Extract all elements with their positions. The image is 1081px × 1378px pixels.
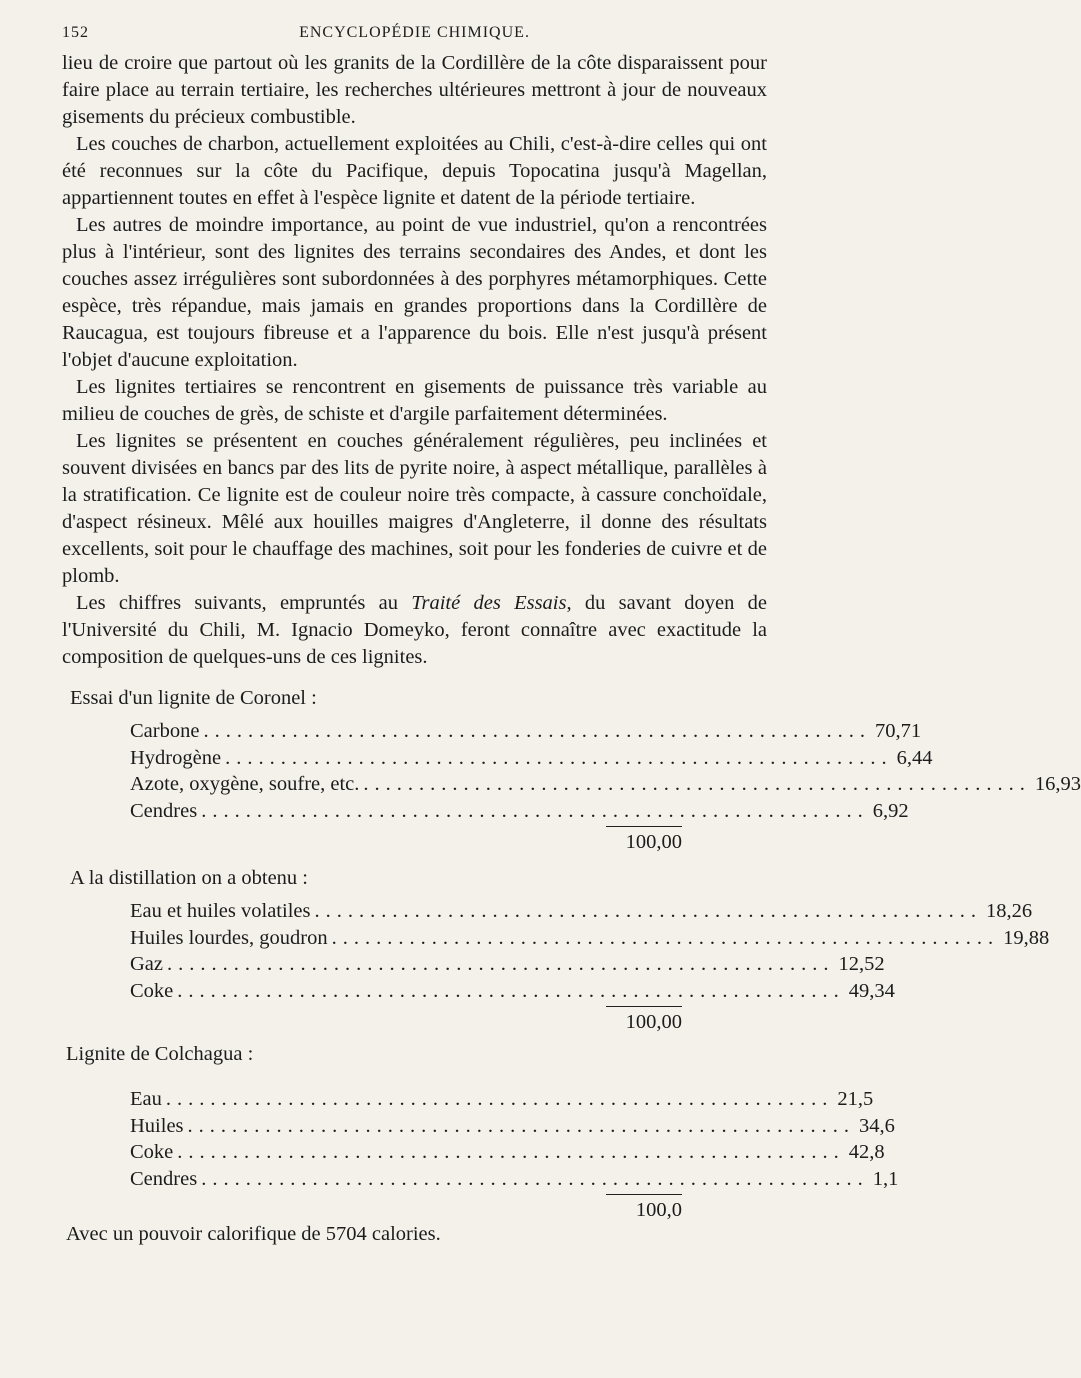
row-label: Eau <box>130 1088 162 1110</box>
table-row <box>130 1166 899 1193</box>
table-row <box>130 1086 874 1113</box>
row-label: Hydrogène <box>130 746 222 769</box>
leader-dots: ............................................................ <box>225 746 893 769</box>
row-value: 19,88 <box>1003 926 1050 949</box>
row-label: Carbone <box>130 720 200 742</box>
table-row <box>130 745 933 772</box>
row-label: Gaz <box>130 953 164 975</box>
paragraph-4: Les lignites tertiaires se rencontrent en gisements de puissance très variable au milieu de couches de grès, de schiste et d'argile parfaitement déterminées. <box>62 376 767 425</box>
table-row <box>130 951 885 978</box>
row-label: Cendres <box>130 1167 198 1190</box>
essay-3-title: Lignite de Colchagua : <box>66 1043 254 1065</box>
row-value: 1,1 <box>872 1167 899 1190</box>
leader-dots: ............................................................ <box>201 1167 869 1190</box>
row-label: Coke <box>130 1141 174 1163</box>
table-row <box>130 771 1081 798</box>
essay-2-title: A la distillation on a obtenu : <box>70 867 309 889</box>
row-label: Cendres <box>130 799 198 822</box>
row-label: Azote, oxygène, soufre, etc. <box>130 773 360 795</box>
leader-dots: ............................................................ <box>203 720 871 742</box>
row-label: Huiles <box>130 1114 184 1137</box>
row-label: Eau et huiles volatiles <box>130 900 311 922</box>
row-value: 49,34 <box>848 979 895 1002</box>
leader-dots: ............................................................ <box>167 953 835 975</box>
row-label: Coke <box>130 979 174 1002</box>
row-value: 21,5 <box>837 1088 874 1110</box>
table-row <box>130 898 1033 925</box>
running-title: ENCYCLOPÉDIE CHIMIQUE. <box>299 24 530 41</box>
essay-3-table <box>130 1086 899 1192</box>
table-row <box>130 978 895 1005</box>
leader-dots: ............................................................ <box>363 773 1031 795</box>
essay-1-table <box>130 718 1081 824</box>
row-value: 42,8 <box>848 1141 885 1163</box>
para6-text-b: , du savant doyen de l'Université du Chili, M. Ignacio Domeyko, feront connaître avec exactitude la composition de quelques-uns de ces lignites. <box>62 592 767 668</box>
leader-dots: ............................................................ <box>187 1114 856 1137</box>
paragraph-1: lieu de croire que partout où les granits de la Cordillère de la côte disparaissent pour faire place au terrain tertiaire, les recherches ultérieures mettront à jour de nouveaux gisements du précieux combustible. <box>62 52 767 128</box>
paragraph-5: Les lignites se présentent en couches généralement régulières, peu inclinées et souvent divisées en bancs par des lits de pyrite noire, à aspect métallique, parallèles à la stratification. Ce lignite est de couleur noire très compacte, à cassure conchoïdale, d'aspect résineux. Mêlé aux houilles maigres d'Angleterre, il donne des résultats excellents, soit pour le chauffage des machines, soit pour les fonderies de cuivre et de plomb. <box>62 430 767 587</box>
essay-1-title: Essai d'un lignite de Coronel : <box>70 687 317 709</box>
essay-2-total: 100,00 <box>606 1006 682 1037</box>
page-number: 152 <box>62 24 89 41</box>
row-value: 16,93 <box>1034 773 1081 795</box>
leader-dots: ............................................................ <box>177 979 845 1002</box>
paragraph-6 <box>62 590 767 671</box>
row-value: 70,71 <box>874 720 922 742</box>
row-value: 6,92 <box>872 799 909 822</box>
table-row <box>130 925 1050 952</box>
row-label: Huiles lourdes, goudron <box>130 926 328 949</box>
leader-dots: ............................................................ <box>177 1141 845 1163</box>
leader-dots: ............................................................ <box>314 900 982 922</box>
essay-3-total: 100,0 <box>606 1194 682 1225</box>
row-value: 34,6 <box>859 1114 895 1137</box>
calorific-note: Avec un pouvoir calorifique de 5704 calories. <box>66 1223 441 1245</box>
row-value: 18,26 <box>985 900 1033 922</box>
leader-dots: ............................................................ <box>331 926 1000 949</box>
paragraph-3: Les autres de moindre importance, au point de vue industriel, qu'on a rencontrées plus à l'intérieur, sont des lignites des terrains secondaires des Andes, et dont les couches assez irrégulières sont subordonnées à des porphyres métamorphiques. Cette espèce, très répandue, mais jamais en grandes proportions dans la Cordillère de Raucagua, est toujours fibreuse et a l'apparence du bois. Elle n'est jusqu'à présent l'objet d'aucune exploitation. <box>62 214 767 371</box>
table-row <box>130 1113 895 1140</box>
row-value: 12,52 <box>838 953 885 975</box>
leader-dots: ............................................................ <box>165 1088 834 1110</box>
row-value: 6,44 <box>896 746 933 769</box>
essay-2-table <box>130 898 1050 1004</box>
book-title: Traité des Essais <box>411 592 567 614</box>
para6-text-a: Les chiffres suivants, empruntés au <box>76 592 412 614</box>
paragraph-2: Les couches de charbon, actuellement exploitées au Chili, c'est-à-dire celles qui ont été reconnues sur la côte du Pacifique, depuis Topocatina jusqu'à Magellan, appartiennent toutes en effet à l'espèce lignite et datent de la période tertiaire. <box>62 133 767 209</box>
leader-dots: ............................................................ <box>201 799 869 822</box>
table-row <box>130 1139 885 1166</box>
table-row <box>130 718 922 745</box>
essay-1-total: 100,00 <box>606 826 682 857</box>
table-row <box>130 798 909 825</box>
page-header <box>62 24 767 50</box>
page <box>62 24 1081 1248</box>
